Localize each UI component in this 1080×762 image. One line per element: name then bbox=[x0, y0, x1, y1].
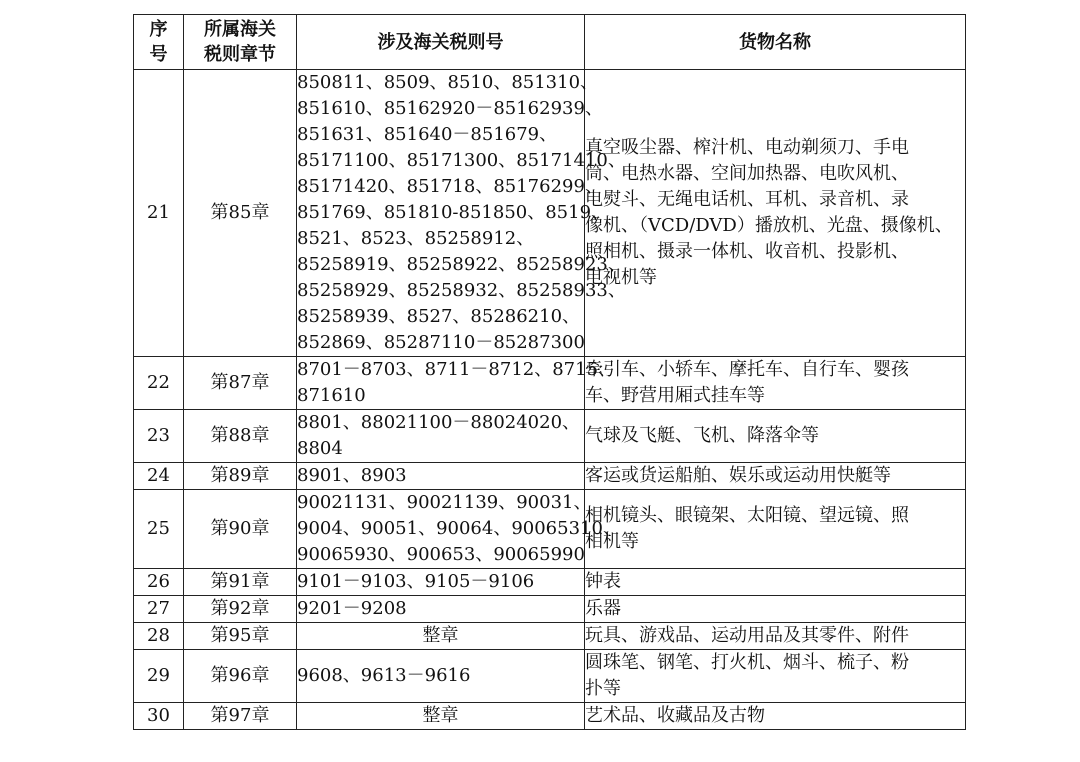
goods-name-cell: 牵引车、小轿车、摩托车、自行车、婴孩 车、野营用厢式挂车等 bbox=[585, 357, 966, 410]
goods-name-cell: 气球及飞艇、飞机、降落伞等 bbox=[585, 410, 966, 463]
header-goods-name: 货物名称 bbox=[585, 15, 966, 70]
serial-number-cell: 28 bbox=[134, 623, 184, 650]
chapter-cell: 第97章 bbox=[184, 703, 297, 730]
goods-name-cell: 真空吸尘器、榨汁机、电动剃须刀、手电 筒、电热水器、空间加热器、电吹风机、 电熨斗、无绳电话机、耳机、录音机、录 像机、（VCD/DVD）播放机、光盘、摄像机、 照相机、摄录一体机、收音机、投影机、 电视机等 bbox=[585, 70, 966, 357]
table-row bbox=[134, 490, 966, 569]
table-row bbox=[134, 463, 966, 490]
table-row bbox=[134, 569, 966, 596]
goods-name-cell: 钟表 bbox=[585, 569, 966, 596]
chapter-cell: 第89章 bbox=[184, 463, 297, 490]
chapter-cell: 第88章 bbox=[184, 410, 297, 463]
table-header bbox=[134, 15, 966, 70]
table-row bbox=[134, 410, 966, 463]
serial-number-cell: 23 bbox=[134, 410, 184, 463]
tariff-table bbox=[133, 14, 966, 730]
goods-name-cell: 艺术品、收藏品及古物 bbox=[585, 703, 966, 730]
table-row bbox=[134, 357, 966, 410]
tariff-codes-cell: 9201－9208 bbox=[297, 596, 585, 623]
serial-number-cell: 24 bbox=[134, 463, 184, 490]
header-customs-chapter: 所属海关 税则章节 bbox=[184, 15, 297, 70]
serial-number-cell: 21 bbox=[134, 70, 184, 357]
tariff-codes-cell: 9101－9103、9105－9106 bbox=[297, 569, 585, 596]
goods-name-cell: 圆珠笔、钢笔、打火机、烟斗、梳子、粉 扑等 bbox=[585, 650, 966, 703]
tariff-codes-cell: 8801、88021100－88024020、 8804 bbox=[297, 410, 585, 463]
serial-number-cell: 29 bbox=[134, 650, 184, 703]
tariff-codes-cell: 整章 bbox=[297, 623, 585, 650]
chapter-cell: 第87章 bbox=[184, 357, 297, 410]
chapter-cell: 第92章 bbox=[184, 596, 297, 623]
chapter-cell: 第85章 bbox=[184, 70, 297, 357]
table-row bbox=[134, 650, 966, 703]
goods-name-cell: 相机镜头、眼镜架、太阳镜、望远镜、照 相机等 bbox=[585, 490, 966, 569]
header-tariff-codes: 涉及海关税则号 bbox=[297, 15, 585, 70]
tariff-codes-cell: 90021131、90021139、90031、 9004、90051、90064、90065310、 90065930、900653、90065990 bbox=[297, 490, 585, 569]
table-row bbox=[134, 623, 966, 650]
serial-number-cell: 30 bbox=[134, 703, 184, 730]
tariff-codes-cell: 8901、8903 bbox=[297, 463, 585, 490]
chapter-cell: 第96章 bbox=[184, 650, 297, 703]
tariff-codes-cell: 整章 bbox=[297, 703, 585, 730]
goods-name-cell: 玩具、游戏品、运动用品及其零件、附件 bbox=[585, 623, 966, 650]
serial-number-cell: 22 bbox=[134, 357, 184, 410]
chapter-cell: 第91章 bbox=[184, 569, 297, 596]
table-row bbox=[134, 703, 966, 730]
table-row bbox=[134, 70, 966, 357]
goods-name-cell: 客运或货运船舶、娱乐或运动用快艇等 bbox=[585, 463, 966, 490]
goods-name-cell: 乐器 bbox=[585, 596, 966, 623]
tariff-codes-cell: 8701－8703、8711－8712、8715、 871610 bbox=[297, 357, 585, 410]
tariff-codes-cell: 9608、9613－9616 bbox=[297, 650, 585, 703]
chapter-cell: 第90章 bbox=[184, 490, 297, 569]
header-serial-number: 序 号 bbox=[134, 15, 184, 70]
header-row bbox=[134, 15, 966, 70]
serial-number-cell: 27 bbox=[134, 596, 184, 623]
serial-number-cell: 25 bbox=[134, 490, 184, 569]
tariff-codes-cell: 850811、8509、8510、851310、 851610、85162920－85162939、 851631、851640－851679、 85171100、85171300、85171410、 85171420、851718、85176299、 851769、851810-851850、8519、 8521、8523、85258912、 85258919、85258922、85258923、 85258929、85258932、85258933、 85258939、8527、85286210、 852869、85287110－85287300 bbox=[297, 70, 585, 357]
table-row bbox=[134, 596, 966, 623]
serial-number-cell: 26 bbox=[134, 569, 184, 596]
chapter-cell: 第95章 bbox=[184, 623, 297, 650]
